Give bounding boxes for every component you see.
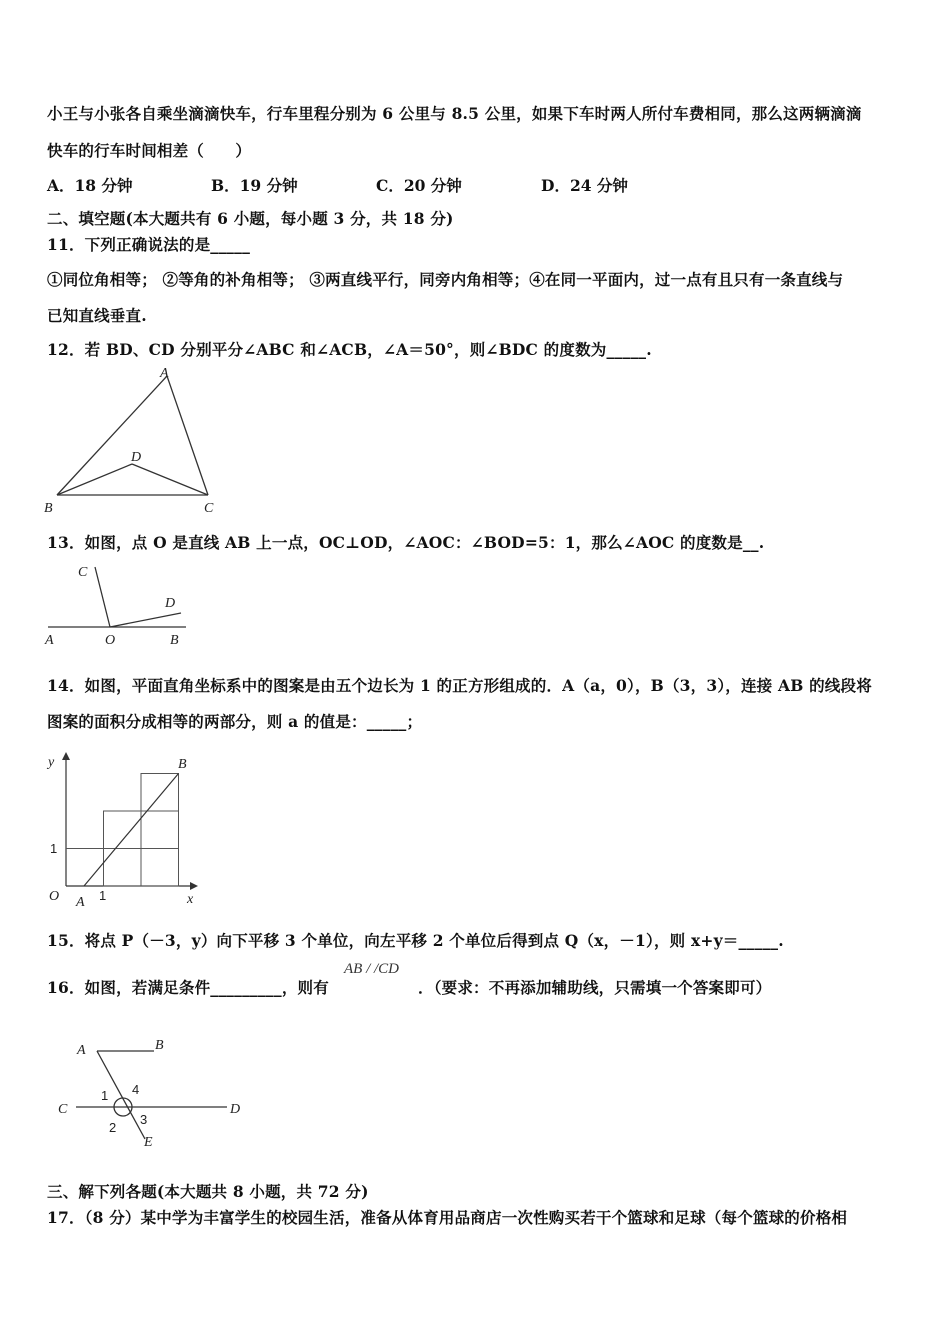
q13-label-b: B: [170, 633, 179, 648]
section2-heading: 二、填空题(本大题共有 6 小题，每小题 3 分，共 18 分): [47, 209, 454, 228]
segment-ab: [84, 774, 179, 887]
q17-text: 17．（8 分）某中学为丰富学生的校园生活，准备从体育用品商店一次性购买若干个篮球和足球（每个篮球的价格相: [47, 1208, 848, 1227]
q14-text-line1: 14．如图，平面直角坐标系中的图案是由五个边长为 1 的正方形组成的．A（a，0），B（3，3），连接 AB 的线段将: [47, 676, 872, 695]
q16-label-e: E: [144, 1135, 153, 1150]
q13-label-d: D: [165, 596, 176, 611]
q14-label-a: A: [76, 895, 85, 910]
q14-tick-y1: 1: [50, 841, 58, 856]
section3-heading: 三、解下列各题(本大题共 8 小题，共 72 分): [47, 1182, 369, 1201]
q14-label-y: y: [48, 755, 55, 770]
q16-text-part1: 16．如图，若满足条件_________，则有: [47, 978, 329, 997]
q16-angle-1: 1: [101, 1088, 109, 1103]
q14-label-b: B: [178, 757, 187, 772]
q14-label-x: x: [187, 892, 194, 907]
q16-label-b: B: [155, 1038, 164, 1053]
q16-parallel-figure: [50, 1032, 260, 1152]
q10-option-d: D．24 分钟: [541, 176, 628, 195]
q14-tick-x1: 1: [99, 888, 107, 903]
q16-label-a: A: [77, 1043, 86, 1058]
q14-text-line2: 图案的面积分成相等的两部分，则 a 的值是：_____；: [47, 712, 423, 731]
q13-label-c: C: [78, 565, 88, 580]
q10-option-b: B．19 分钟: [211, 176, 298, 195]
q10-option-a: A．18 分钟: [47, 176, 133, 195]
x-axis-arrow-icon: [190, 882, 198, 890]
q12-label-d: D: [131, 450, 142, 465]
q15-text: 15．将点 P（－3，y）向下平移 3 个单位，向左平移 2 个单位后得到点 Q（x，－1），则 x+y＝_____.: [47, 931, 784, 950]
q13-label-a: A: [45, 633, 54, 648]
q11-text-line1: 11．下列正确说法的是_____: [47, 235, 251, 254]
q13-angle-figure: [40, 558, 200, 648]
q11-text-line3: 已知直线垂直.: [47, 306, 147, 325]
q16-label-d: D: [230, 1102, 241, 1117]
q10-text-line2: 快车的行车时间相差（ ）: [47, 141, 252, 160]
q12-label-a: A: [160, 366, 169, 381]
q13-label-o: O: [105, 633, 116, 648]
q12-label-c: C: [204, 501, 214, 516]
q12-text: 12．若 BD、CD 分别平分∠ABC 和∠ACB，∠A＝50°，则∠BDC 的度数为_____.: [47, 340, 652, 359]
q10-option-c: C．20 分钟: [376, 176, 462, 195]
q16-angle-3: 3: [140, 1112, 148, 1127]
q16-text-part2: ．（要求：不再添加辅助线，只需填一个答案即可）: [418, 978, 772, 997]
q16-label-c: C: [58, 1102, 68, 1117]
q11-text-line2: ①同位角相等； ②等角的补角相等； ③两直线平行，同旁内角相等；④在同一平面内，过一点有且只有一条直线与: [47, 270, 844, 289]
q16-angle-2: 2: [109, 1120, 117, 1135]
q16-formula: AB / /CD: [344, 961, 399, 977]
q13-text: 13．如图，点 O 是直线 AB 上一点，OC⊥OD，∠AOC：∠BOD=5：1，那么∠AOC 的度数是__.: [47, 533, 765, 552]
q14-label-o: O: [49, 889, 60, 904]
q16-angle-4: 4: [132, 1082, 140, 1097]
y-axis-arrow-icon: [62, 752, 70, 760]
q12-label-b: B: [44, 501, 53, 516]
q12-triangle-figure: [40, 362, 240, 517]
q10-text-line1: 小王与小张各自乘坐滴滴快车，行车里程分别为 6 公里与 8.5 公里，如果下车时两人所付车费相同，那么这两辆滴滴: [47, 104, 862, 123]
q14-coordinate-figure: [40, 748, 220, 913]
